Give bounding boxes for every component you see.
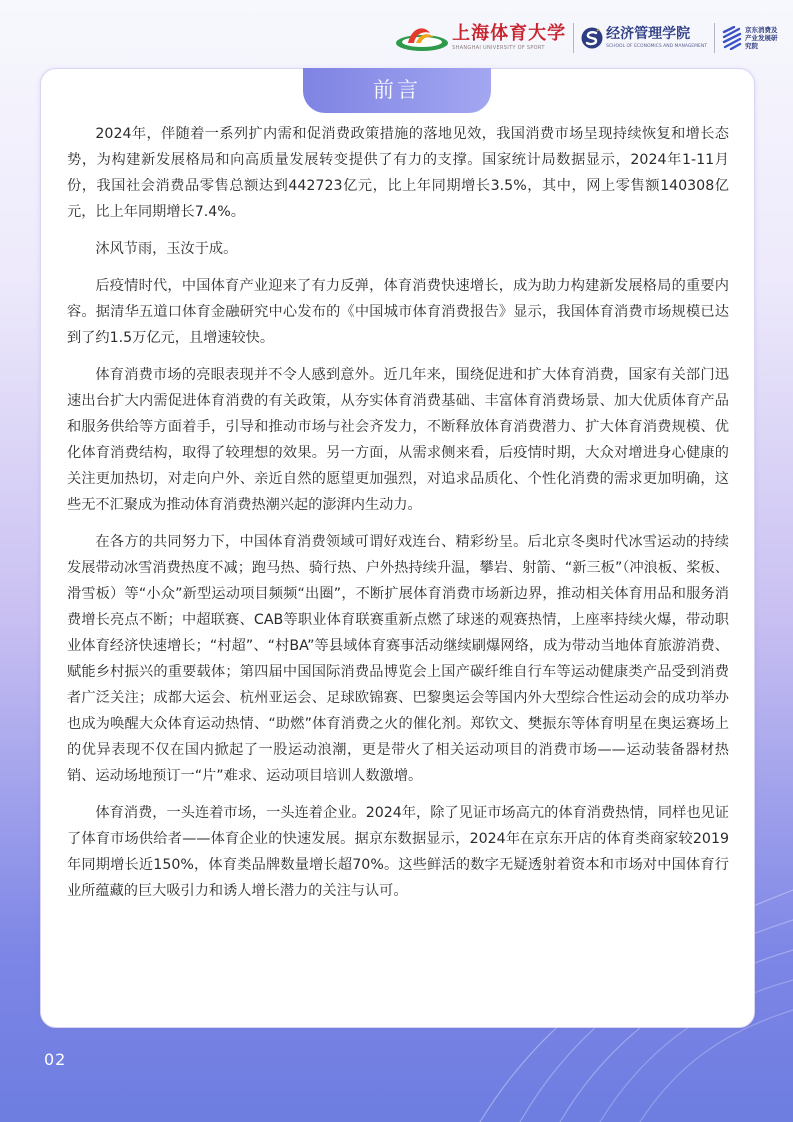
jd-logo <box>722 26 779 50</box>
logo-divider <box>573 23 574 53</box>
sus-logo <box>394 23 566 53</box>
paragraph: 2024年，伴随着一系列扩内需和促消费政策措施的落地见效，我国消费市场呈现持续恢复和增长态势，为构建新发展格局和向高质量发展转变提供了有力的支撑。国家统计局数据显示，2024年1-11月份，我国社会消费品零售总额达到442723亿元，比上年同期增长3.5%，其中，网上零售额140308亿元，比上年同期增长7.4%。 <box>67 126 729 220</box>
sus-logo-cn: 上海体育大学 <box>452 23 567 44</box>
page-title: 前言 <box>303 68 491 113</box>
sus-emblem-icon <box>394 23 450 53</box>
paragraph: 体育消费市场的亮眼表现并不令人感到意外。近几年来，围绕促进和扩大体育消费，国家有关部门迅速出台扩大内需促进体育消费的有关政策，从夯实体育消费基础、丰富体育消费场景、加大优质体育产品和服务供给等方面着手，引导和推动市场与社会齐发力，不断释放体育消费潜力、扩大体育消费规模、优化体育消费结构，取得了较理想的效果。另一方面，从需求侧来看，后疫情时期，大众对增进身心健康的关注更加热切，对走向户外、亲近自然的愿望更加强烈，对追求品质化、个性化消费的需求更加明确，这些无不汇聚成为推动体育消费热潮兴起的澎湃内生动力。 <box>67 367 729 513</box>
jd-stripes-icon <box>722 26 742 50</box>
logo-divider-2 <box>714 23 715 53</box>
jd-logo-text: 京东消费及产业发展研究院 <box>745 26 778 50</box>
content-card <box>40 68 755 1028</box>
header-logos <box>394 18 779 58</box>
page-number: 02 <box>44 1050 67 1069</box>
sus-logo-en: SHANGHAI UNIVERSITY OF SPORT <box>452 45 545 51</box>
sem-logo-cn: 经济管理学院 <box>606 26 691 42</box>
paragraph: 体育消费，一头连着市场，一头连着企业。2024年，除了见证市场高亢的体育消费热情，同样也见证了体育市场供给者——体育企业的快速发展。据京东数据显示，2024年在京东开店的体育类商家较2019年同期增长近150%，体育类品牌数量增长超70%。这些鲜活的数字无疑透射着资本和市场对中国体育行业所蕴藏的巨大吸引力和诱人增长潜力的关注与认可。 <box>67 805 729 899</box>
paragraph: 沐风节雨，玉汝于成。 <box>95 241 238 257</box>
paragraph: 在各方的共同努力下，中国体育消费领域可谓好戏连台、精彩纷呈。后北京冬奥时代冰雪运动的持续发展带动冰雪消费热度不减；跑马热、骑行热、户外热持续升温，攀岩、射箭、“新三板”（冲浪板、桨板、滑雪板）等“小众”新型运动项目频频“出圈”，不断扩展体育消费市场新边界，推动相关体育用品和服务消费增长亮点不断；中超联赛、CAB等职业体育联赛重新点燃了球迷的观赛热情，上座率持续火爆，带动职业体育经济快速增长；“村超”、“村BA”等县域体育赛事活动继续刷爆网络，成为带动当地体育旅游消费、赋能乡村振兴的重要载体；第四届中国国际消费品博览会上国产碳纤维自行车等运动健康类产品受到消费者广泛关注；成都大运会、杭州亚运会、足球欧锦赛、巴黎奥运会等国内外大型综合性运动会的成功举办也成为唤醒大众体育运动热情、“助燃”体育消费之火的催化剂。郑钦文、樊振东等体育明星在奥运赛场上的优异表现不仅在国内掀起了一股运动浪潮，更是带火了相关运动项目的消费市场——运动装备器材热销、运动场地预订一“片”难求、运动项目培训人数激增。 <box>67 534 729 784</box>
sem-emblem-icon <box>581 27 603 49</box>
preface-body <box>67 121 729 915</box>
sem-logo-en: SCHOOL OF ECONOMICS AND MANAGEMENT <box>606 44 707 49</box>
paragraph: 后疫情时代，中国体育产业迎来了有力反弹，体育消费快速增长，成为助力构建新发展格局的重要内容。据清华五道口体育金融研究中心发布的《中国城市体育消费报告》显示，我国体育消费市场规模已达到了约1.5万亿元，且增速较快。 <box>67 278 729 346</box>
sem-logo <box>581 26 707 50</box>
